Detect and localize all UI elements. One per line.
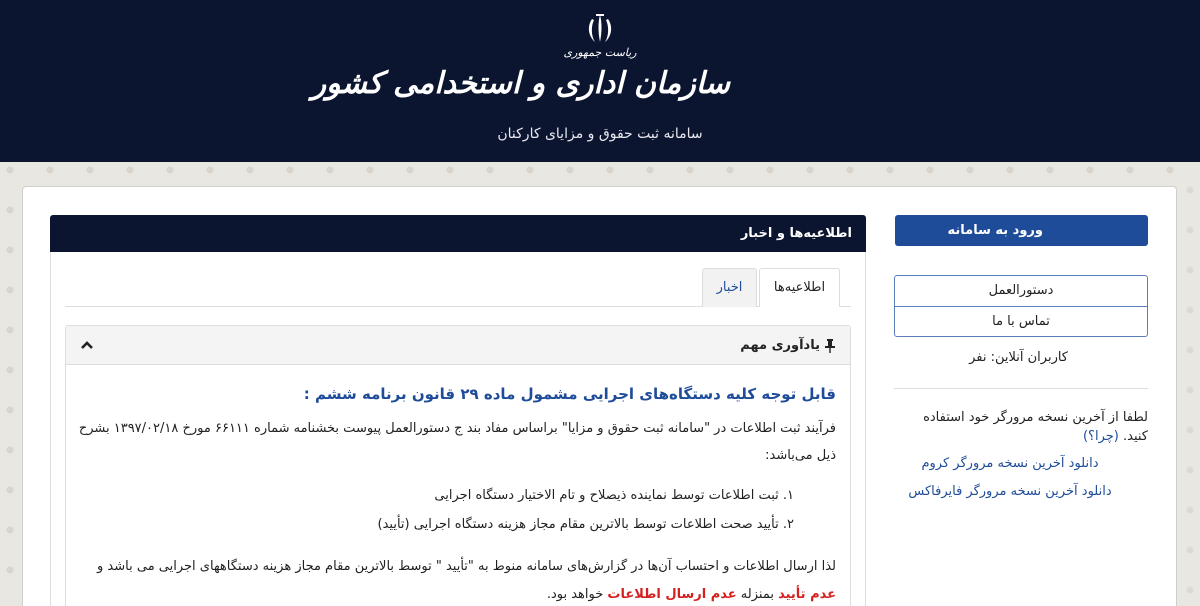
step-item: ۱. ثبت اطلاعات توسط نماینده ذیصلاح و تام الاختیار دستگاه اجرایی bbox=[434, 488, 794, 503]
iran-emblem-icon bbox=[583, 12, 617, 46]
important-reminder-box bbox=[65, 325, 851, 606]
instructions-link[interactable]: دستورالعمل bbox=[988, 283, 1054, 298]
chevron-up-icon[interactable] bbox=[80, 339, 94, 351]
presidency-label: ریاست جمهوری bbox=[563, 46, 637, 59]
approval-notice-text: خواهد بود. bbox=[546, 587, 608, 602]
no-approval-text: عدم تأیید bbox=[778, 587, 836, 602]
approval-notice-text: لذا ارسال اطلاعات و احتساب آن‌ها در گزارش‌های سامانه منوط به "تأیید " توسط بالاترین مقام مجاز هزینه دستگاههای اجرایی می باشد و bbox=[97, 559, 836, 574]
online-users-count: کاربران آنلاین: نفر bbox=[969, 350, 1068, 365]
reminder-title-text: یادآوری مهم bbox=[740, 338, 820, 353]
contact-us-link[interactable]: تماس با ما bbox=[895, 306, 1147, 336]
approval-notice-text: بمنزله bbox=[736, 587, 779, 602]
pin-icon bbox=[824, 339, 836, 353]
download-chrome-link[interactable]: دانلود آخرین نسخه مرورگر کروم bbox=[921, 456, 1099, 471]
browser-note-text: لطفا از آخرین نسخه مرورگر خود استفاده کنید. bbox=[923, 410, 1148, 444]
reminder-header[interactable] bbox=[66, 326, 850, 365]
process-description: فرآیند ثبت اطلاعات در "سامانه ثبت حقوق و مزایا" براساس مفاد بند ج دستورالعمل پیوست بخشنامه شماره ۶۶۱۱۱ مورخ ۱۳۹۷/۰۲/۱۸ بشرح ذیل می‌باشد: bbox=[78, 421, 836, 463]
tab-news[interactable]: اخبار bbox=[702, 268, 757, 307]
download-firefox-link[interactable]: دانلود آخرین نسخه مرورگر فایرفاکس bbox=[908, 484, 1112, 499]
reminder-content bbox=[78, 383, 836, 606]
reminder-heading: قابل توجه کلیه دستگاه‌های اجرایی مشمول ماده ۲۹ قانون برنامه ششم : bbox=[303, 385, 836, 403]
process-steps bbox=[78, 481, 794, 539]
step-item: ۲. تأیید صحت اطلاعات توسط بالاترین مقام مجاز هزینه دستگاه اجرایی (تأیید) bbox=[377, 517, 794, 532]
announcements-panel-title: اطلاعیه‌ها و اخبار bbox=[50, 215, 866, 252]
sidebar-link-list bbox=[894, 275, 1148, 337]
system-name: سامانه ثبت حقوق و مزایای کارکنان bbox=[497, 126, 703, 142]
approval-notice bbox=[78, 553, 836, 606]
login-button[interactable]: ورود به سامانه bbox=[895, 215, 1148, 246]
site-header bbox=[0, 0, 1200, 162]
why-link[interactable]: (چرا؟) bbox=[1082, 429, 1119, 444]
reminder-title bbox=[740, 326, 836, 365]
no-submission-text: عدم ارسال اطلاعات bbox=[607, 587, 737, 602]
sidebar-divider bbox=[894, 388, 1148, 389]
organization-name: سازمان اداری و استخدامی کشور bbox=[311, 66, 730, 101]
browser-update-note bbox=[895, 408, 1148, 446]
tab-announcements[interactable]: اطلاعیه‌ها bbox=[759, 268, 840, 307]
